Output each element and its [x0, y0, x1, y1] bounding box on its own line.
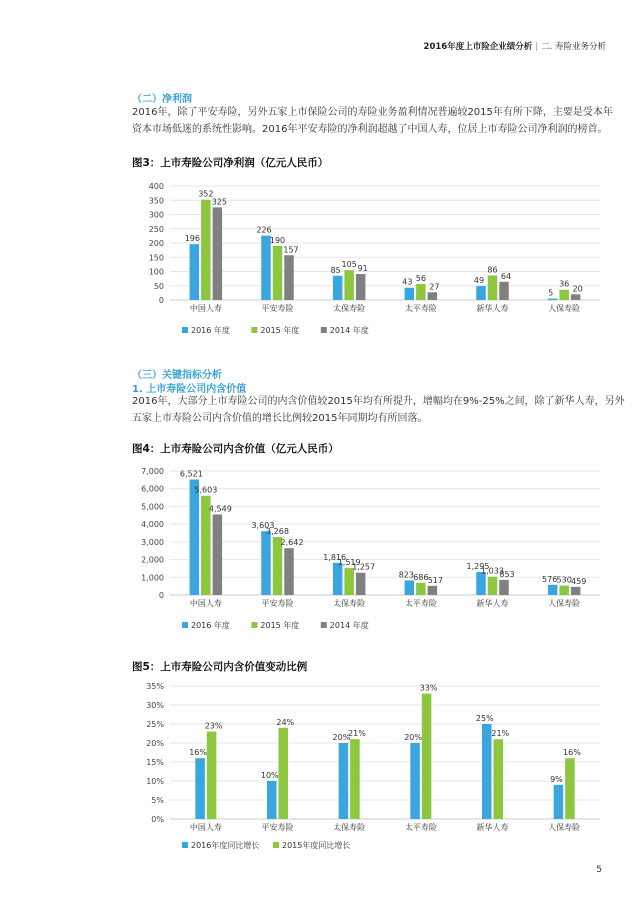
figure5-title: 图5：上市寿险公司内含价值变动比例 — [132, 661, 308, 673]
x-tick-label: 太平寿险 — [404, 823, 437, 832]
bar — [565, 758, 575, 819]
bar — [207, 732, 217, 819]
data-label: 23% — [204, 721, 223, 731]
y-tick-label: 0% — [151, 815, 164, 824]
paragraph-line: 2016年，大部分上市寿险公司的内含价值较2015年均有所提升，增幅均在9%-25%之间，除了新华人寿，另外 — [132, 396, 625, 407]
y-tick-label: 50 — [153, 281, 164, 291]
data-label: 459 — [571, 576, 587, 586]
y-tick-label: 7,000 — [141, 467, 164, 476]
data-label: 16% — [563, 748, 581, 758]
bar — [284, 255, 294, 300]
figure3-title: 图3：上市寿险公司净利润（亿元人民币） — [132, 157, 329, 169]
y-tick-label: 0 — [158, 591, 164, 600]
y-tick-label: 300 — [148, 210, 164, 220]
data-label: 530 — [556, 575, 572, 585]
x-tick-label: 平安寿险 — [261, 823, 294, 832]
data-label: 49 — [473, 276, 485, 286]
x-tick-label: 平安寿险 — [261, 599, 294, 608]
figure5-growth-rate-chart — [130, 676, 610, 856]
bar — [499, 580, 509, 595]
paragraph-line: 2016年，除了平安寿险，另外五家上市保险公司的寿险业务盈利情况普遍较2015年有所下降，主要是受本年 — [132, 107, 613, 118]
legend-swatch — [182, 622, 188, 628]
figure4-embedded-value-chart — [130, 460, 610, 635]
data-label: 86 — [487, 265, 498, 275]
data-label: 91 — [357, 264, 368, 274]
data-label: 1,033 — [481, 566, 504, 576]
data-label: 325 — [211, 197, 227, 207]
legend-swatch — [321, 622, 327, 628]
net-profit-heading: （二）净利润 — [132, 94, 192, 105]
bar — [499, 282, 509, 300]
data-label: 105 — [341, 260, 357, 270]
data-label: 517 — [427, 575, 443, 585]
data-label: 25% — [475, 714, 494, 723]
bar — [201, 200, 211, 300]
bar — [416, 284, 426, 300]
bar — [554, 785, 564, 819]
data-label: 3,268 — [266, 527, 289, 537]
embedded-value-paragraph — [132, 393, 625, 427]
x-tick-label: 太平寿险 — [404, 599, 437, 608]
legend-label: 2014 年度 — [329, 326, 369, 335]
legend-label: 2015 年度 — [260, 326, 300, 335]
bar — [410, 743, 420, 819]
bar — [422, 694, 432, 819]
legend-label: 2014 年度 — [329, 621, 369, 630]
legend-label: 2015 年度 — [260, 621, 300, 630]
x-tick-label: 人保寿险 — [548, 599, 581, 608]
data-label: 190 — [269, 235, 286, 245]
legend-label: 2016年度同比增长 — [191, 841, 260, 850]
y-tick-label: 400 — [148, 182, 164, 191]
data-label: 21% — [348, 729, 366, 739]
bar — [428, 586, 438, 595]
data-label: 10% — [260, 771, 279, 780]
data-label: 21% — [491, 729, 510, 739]
x-tick-label: 太保寿险 — [333, 823, 366, 832]
page-number: 5 — [596, 865, 602, 875]
paragraph-line: 资本市场低迷的系统性影响。2016年平安寿险的净利润超越了中国人寿，位居上市寿险公司净利润的榜首。 — [132, 124, 608, 135]
legend-label: 2015年度同比增长 — [282, 841, 351, 850]
data-label: 157 — [283, 245, 299, 255]
data-label: 196 — [184, 234, 200, 244]
report-title: 2016年度上市险企业绩分析 — [423, 42, 533, 52]
bar — [476, 286, 486, 300]
data-label: 36 — [559, 279, 570, 289]
bar — [548, 585, 558, 595]
x-tick-label: 中国人寿 — [189, 304, 222, 313]
bar — [548, 299, 558, 300]
data-label: 226 — [256, 225, 272, 235]
bar — [488, 577, 498, 595]
data-label: 56 — [415, 274, 426, 284]
data-label: 686 — [413, 572, 429, 582]
x-tick-label: 新华人寿 — [476, 304, 509, 313]
y-tick-label: 1,000 — [141, 573, 164, 583]
bar — [356, 573, 366, 595]
legend-swatch — [251, 327, 257, 333]
bar — [405, 288, 415, 300]
bar — [494, 739, 504, 819]
y-tick-label: 5,000 — [141, 502, 164, 512]
bar — [267, 781, 277, 819]
x-tick-label: 人保寿险 — [548, 304, 581, 313]
data-label: 853 — [499, 569, 515, 579]
legend-label: 2016 年度 — [191, 326, 230, 335]
bar — [213, 514, 223, 595]
data-label: 20 — [572, 284, 583, 294]
embedded-value-subheading: 1. 上市寿险公司内含价值 — [132, 384, 247, 395]
figure3-net-profit-chart — [130, 172, 610, 342]
paragraph-line: 五家上市寿险公司内含价值的增长比例较2015年同期均有所回落。 — [132, 413, 428, 424]
net-profit-paragraph — [132, 104, 613, 138]
bar — [333, 276, 343, 300]
y-tick-label: 15% — [146, 758, 164, 767]
header-separator: | — [535, 42, 539, 52]
data-label: 576 — [542, 574, 558, 584]
y-tick-label: 35% — [146, 682, 164, 691]
legend-swatch — [182, 327, 188, 333]
x-tick-label: 太保寿险 — [333, 304, 366, 313]
legend-swatch — [251, 622, 257, 628]
y-tick-label: 30% — [146, 701, 164, 710]
data-label: 64 — [500, 271, 512, 281]
data-label: 9% — [550, 774, 563, 784]
x-tick-label: 中国人寿 — [189, 599, 222, 608]
figure4-title: 图4：上市寿险公司内含价值（亿元人民币） — [132, 443, 339, 455]
data-label: 3,603 — [251, 521, 275, 531]
legend-label: 2016 年度 — [191, 621, 230, 630]
data-label: 1,816 — [323, 552, 347, 562]
bar — [416, 583, 426, 595]
y-tick-label: 10% — [146, 777, 164, 786]
x-tick-label: 新华人寿 — [476, 599, 509, 608]
bar — [571, 294, 581, 300]
bar — [356, 274, 366, 300]
data-label: 20% — [404, 733, 422, 742]
data-label: 352 — [198, 189, 214, 199]
bar — [571, 587, 581, 595]
section-title: 二. 寿险业务分析 — [541, 42, 606, 52]
key-indicators-heading: （三）关键指标分析 — [132, 370, 222, 381]
y-tick-label: 0 — [158, 296, 164, 305]
y-tick-label: 200 — [148, 239, 164, 248]
data-label: 4,549 — [208, 504, 232, 514]
bar — [261, 531, 271, 595]
y-tick-label: 250 — [148, 224, 164, 234]
bar — [190, 479, 200, 595]
y-tick-label: 100 — [148, 267, 164, 277]
bar — [344, 568, 354, 595]
bar — [482, 724, 492, 819]
data-label: 27 — [429, 282, 440, 292]
y-tick-label: 6,000 — [141, 484, 164, 494]
data-label: 823 — [398, 570, 414, 580]
running-header — [424, 40, 606, 52]
y-tick-label: 25% — [146, 720, 164, 729]
bar — [559, 586, 569, 595]
y-tick-label: 5% — [151, 796, 164, 805]
data-label: 1,257 — [352, 562, 376, 572]
legend-swatch — [182, 842, 188, 848]
bar — [284, 548, 294, 595]
bar — [213, 207, 223, 300]
bar — [279, 728, 289, 819]
bar — [339, 743, 349, 819]
y-tick-label: 4,000 — [141, 520, 164, 530]
data-label: 6,521 — [179, 469, 203, 479]
data-label: 85 — [330, 265, 341, 275]
data-label: 33% — [419, 683, 438, 693]
data-label: 20% — [332, 733, 351, 742]
data-label: 5,603 — [194, 485, 218, 495]
legend-swatch — [321, 327, 327, 333]
x-tick-label: 平安寿险 — [261, 304, 294, 313]
x-tick-label: 中国人寿 — [189, 823, 222, 832]
x-tick-label: 太平寿险 — [404, 304, 437, 313]
y-tick-label: 350 — [148, 196, 164, 206]
data-label: 24% — [276, 717, 295, 727]
data-label: 16% — [189, 748, 207, 758]
y-tick-label: 2,000 — [141, 555, 164, 565]
bar — [350, 739, 360, 819]
data-label: 2,642 — [280, 538, 304, 548]
bar — [488, 275, 498, 300]
bar — [261, 236, 271, 300]
bar — [273, 246, 283, 300]
x-tick-label: 人保寿险 — [548, 823, 581, 832]
y-tick-label: 150 — [148, 253, 164, 263]
data-label: 1,519 — [337, 558, 361, 568]
bar — [428, 292, 438, 300]
bar — [405, 580, 415, 595]
bar — [333, 563, 343, 595]
bar — [344, 270, 354, 300]
bar — [195, 758, 205, 819]
bar — [190, 244, 200, 300]
data-label: 43 — [402, 277, 413, 287]
x-tick-label: 新华人寿 — [476, 823, 509, 832]
legend-swatch — [273, 842, 279, 848]
data-label: 5 — [548, 288, 554, 298]
x-tick-label: 太保寿险 — [333, 599, 366, 608]
y-tick-label: 20% — [146, 739, 164, 748]
data-label: 1,295 — [466, 562, 490, 572]
y-tick-label: 3,000 — [141, 537, 164, 547]
bar — [559, 290, 569, 300]
